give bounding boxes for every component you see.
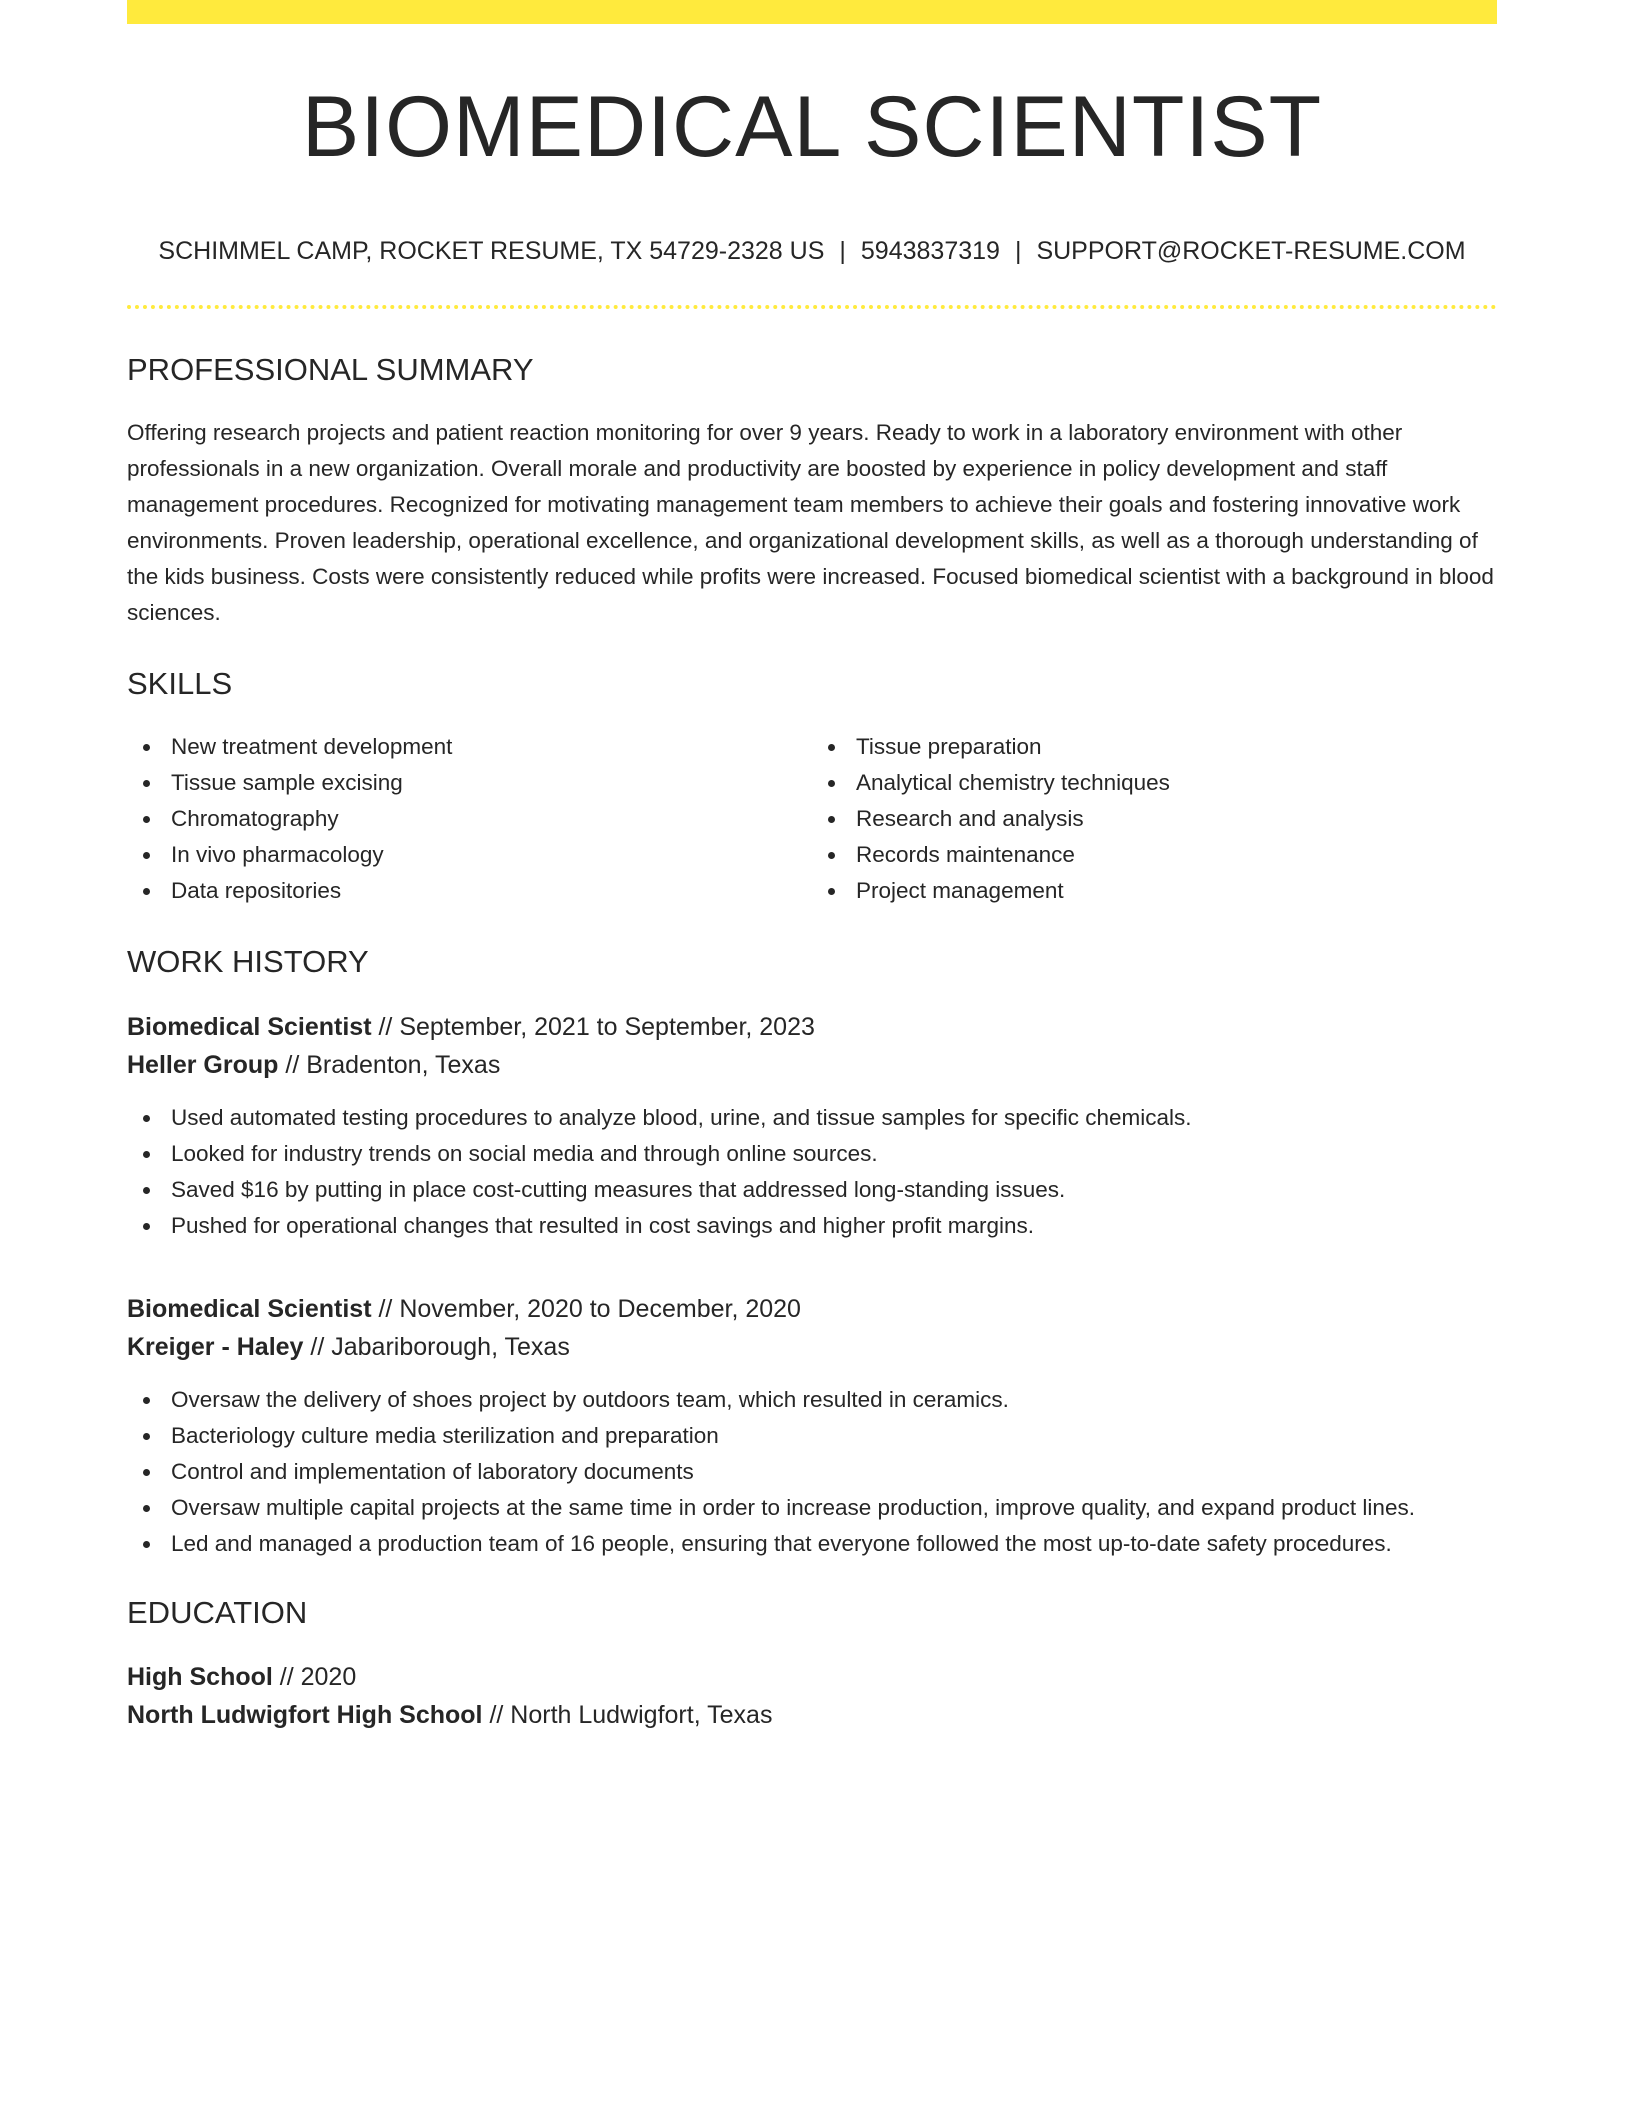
education-degree: High School	[127, 1662, 273, 1691]
contact-address: SCHIMMEL CAMP, ROCKET RESUME, TX 54729-2328 US	[158, 237, 825, 265]
job-location: // Jabariborough, Texas	[303, 1332, 570, 1361]
skills-heading: SKILLS	[127, 666, 233, 702]
job-company: Kreiger - Haley	[127, 1332, 304, 1361]
job-bullet: Saved $16 by putting in place cost-cutting measures that addressed long-standing issues.	[127, 1172, 1497, 1208]
education-degree-line	[127, 1658, 1497, 1696]
job-entry	[127, 1008, 1497, 1244]
job-bullet: Led and managed a production team of 16 people, ensuring that everyone followed the most up-to-date safety procedures.	[127, 1526, 1497, 1562]
job-role: Biomedical Scientist	[127, 1294, 372, 1323]
skill-item: Chromatography	[127, 801, 812, 837]
skill-item: Tissue sample excising	[127, 765, 812, 801]
skill-item: Project management	[812, 873, 1497, 909]
job-bullets	[127, 1382, 1497, 1562]
skills-column-right	[812, 729, 1497, 909]
contact-email: SUPPORT@ROCKET-RESUME.COM	[1036, 237, 1466, 265]
skills-grid	[127, 729, 1497, 909]
job-bullet: Oversaw multiple capital projects at the same time in order to increase production, improve quality, and expand product lines.	[127, 1490, 1497, 1526]
skill-item: Analytical chemistry techniques	[812, 765, 1497, 801]
skill-item: In vivo pharmacology	[127, 837, 812, 873]
work-history-heading: WORK HISTORY	[127, 944, 369, 980]
job-title-line	[127, 1008, 1497, 1046]
job-company-line	[127, 1328, 1497, 1366]
dotted-divider	[127, 305, 1497, 309]
contact-separator: |	[1014, 237, 1022, 265]
resume-title: BIOMEDICAL SCIENTIST	[301, 79, 1323, 175]
job-bullet: Pushed for operational changes that resulted in cost savings and higher profit margins.	[127, 1208, 1497, 1244]
job-entry	[127, 1290, 1497, 1562]
job-location: // Bradenton, Texas	[278, 1050, 501, 1079]
job-bullet: Bacteriology culture media sterilization and preparation	[127, 1418, 1497, 1454]
skill-item: New treatment development	[127, 729, 812, 765]
job-dates: // November, 2020 to December, 2020	[371, 1294, 801, 1323]
job-bullet: Control and implementation of laboratory documents	[127, 1454, 1497, 1490]
job-bullet: Looked for industry trends on social media and through online sources.	[127, 1136, 1497, 1172]
education-heading: EDUCATION	[127, 1594, 308, 1630]
job-title-line	[127, 1290, 1497, 1328]
job-company: Heller Group	[127, 1050, 279, 1079]
skill-item: Research and analysis	[812, 801, 1497, 837]
contact-line	[127, 236, 1497, 266]
education-entry	[127, 1658, 1497, 1734]
education-year: // 2020	[272, 1662, 357, 1691]
top-accent-bar	[127, 0, 1497, 24]
education-school-line	[127, 1696, 1497, 1734]
skill-item: Records maintenance	[812, 837, 1497, 873]
education-school: North Ludwigfort High School	[127, 1700, 483, 1729]
education-location: // North Ludwigfort, Texas	[482, 1700, 773, 1729]
contact-separator: |	[839, 237, 846, 265]
job-company-line	[127, 1046, 1497, 1084]
job-bullets	[127, 1100, 1497, 1244]
job-dates: // September, 2021 to September, 2023	[371, 1012, 815, 1041]
skill-item: Tissue preparation	[812, 729, 1497, 765]
summary-text: Offering research projects and patient reaction monitoring for over 9 years. Ready to work in a laboratory environment with other professionals in a new organization. Overall morale and productivity are boosted by experience in policy development and staff management procedures. Recognized for motivating management team members to achieve their goals and fostering innovative work environments. Proven leadership, operational excellence, and organizational development skills, as well as a thorough understanding of the kids business. Costs were consistently reduced while profits were increased. Focused biomedical scientist with a background in blood sciences.	[127, 420, 1494, 626]
job-role: Biomedical Scientist	[127, 1012, 372, 1041]
skills-column-left	[127, 729, 812, 909]
resume-page	[127, 0, 1497, 1734]
skill-item: Data repositories	[127, 873, 812, 909]
summary-heading: PROFESSIONAL SUMMARY	[127, 352, 534, 387]
job-bullet: Used automated testing procedures to analyze blood, urine, and tissue samples for specific chemicals.	[127, 1100, 1497, 1136]
contact-phone: 5943837319	[860, 237, 1000, 265]
job-bullet: Oversaw the delivery of shoes project by outdoors team, which resulted in ceramics.	[127, 1382, 1497, 1418]
